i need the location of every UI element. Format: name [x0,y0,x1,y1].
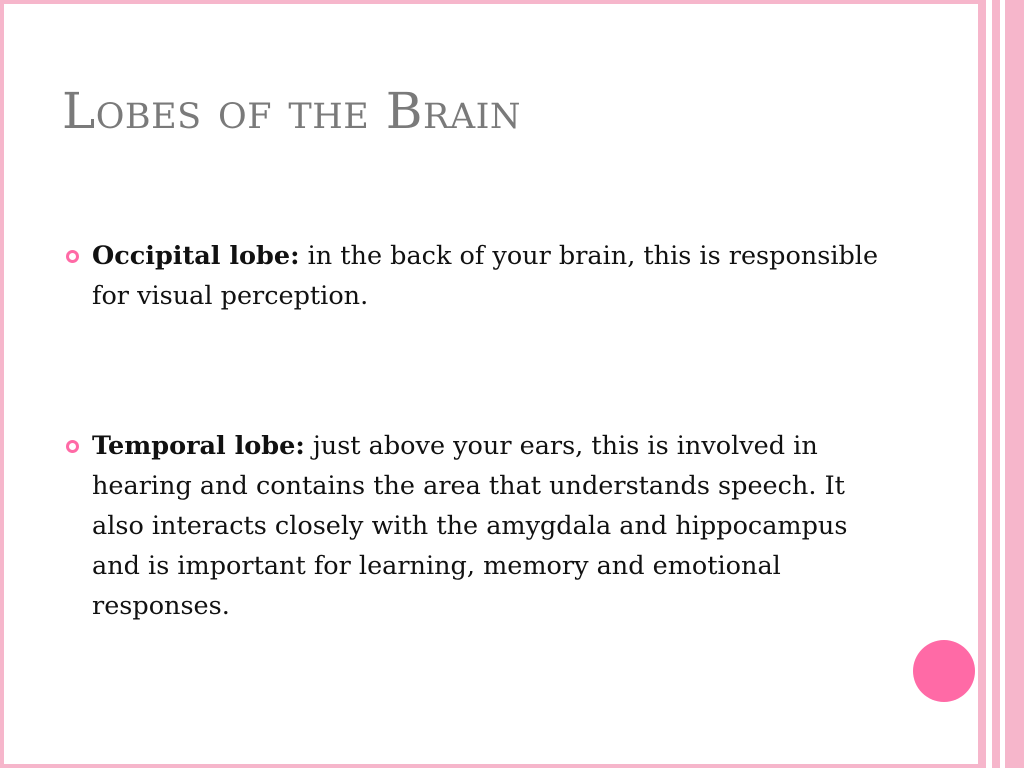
bullet-list [66,236,886,626]
decorative-stripe [978,0,986,768]
slide-border-top [0,0,978,4]
decorative-stripe [992,0,1000,768]
bullet-text: in the back of your brain, this is responsible for visual perception. [92,241,879,311]
bullet-item-temporal [66,426,886,626]
decorative-circle [913,640,975,702]
slide-border-bottom [0,764,978,768]
bullet-text: just above your ears, this is involved in hearing and contains the area that understands speech. It also interacts closely with the amygdala and hippocampus and is important for learning, memory and emotional responses. [92,431,848,621]
bullet-circle-icon [66,250,79,263]
bullet-circle-icon [66,440,79,453]
slide-border-left [0,0,4,768]
bullet-term: Temporal lobe: [92,431,305,461]
slide-title: Lobes of the Brain [62,82,522,140]
bullet-term: Occipital lobe: [92,241,300,271]
bullet-item-occipital [66,236,886,316]
decorative-stripe [1005,0,1024,768]
